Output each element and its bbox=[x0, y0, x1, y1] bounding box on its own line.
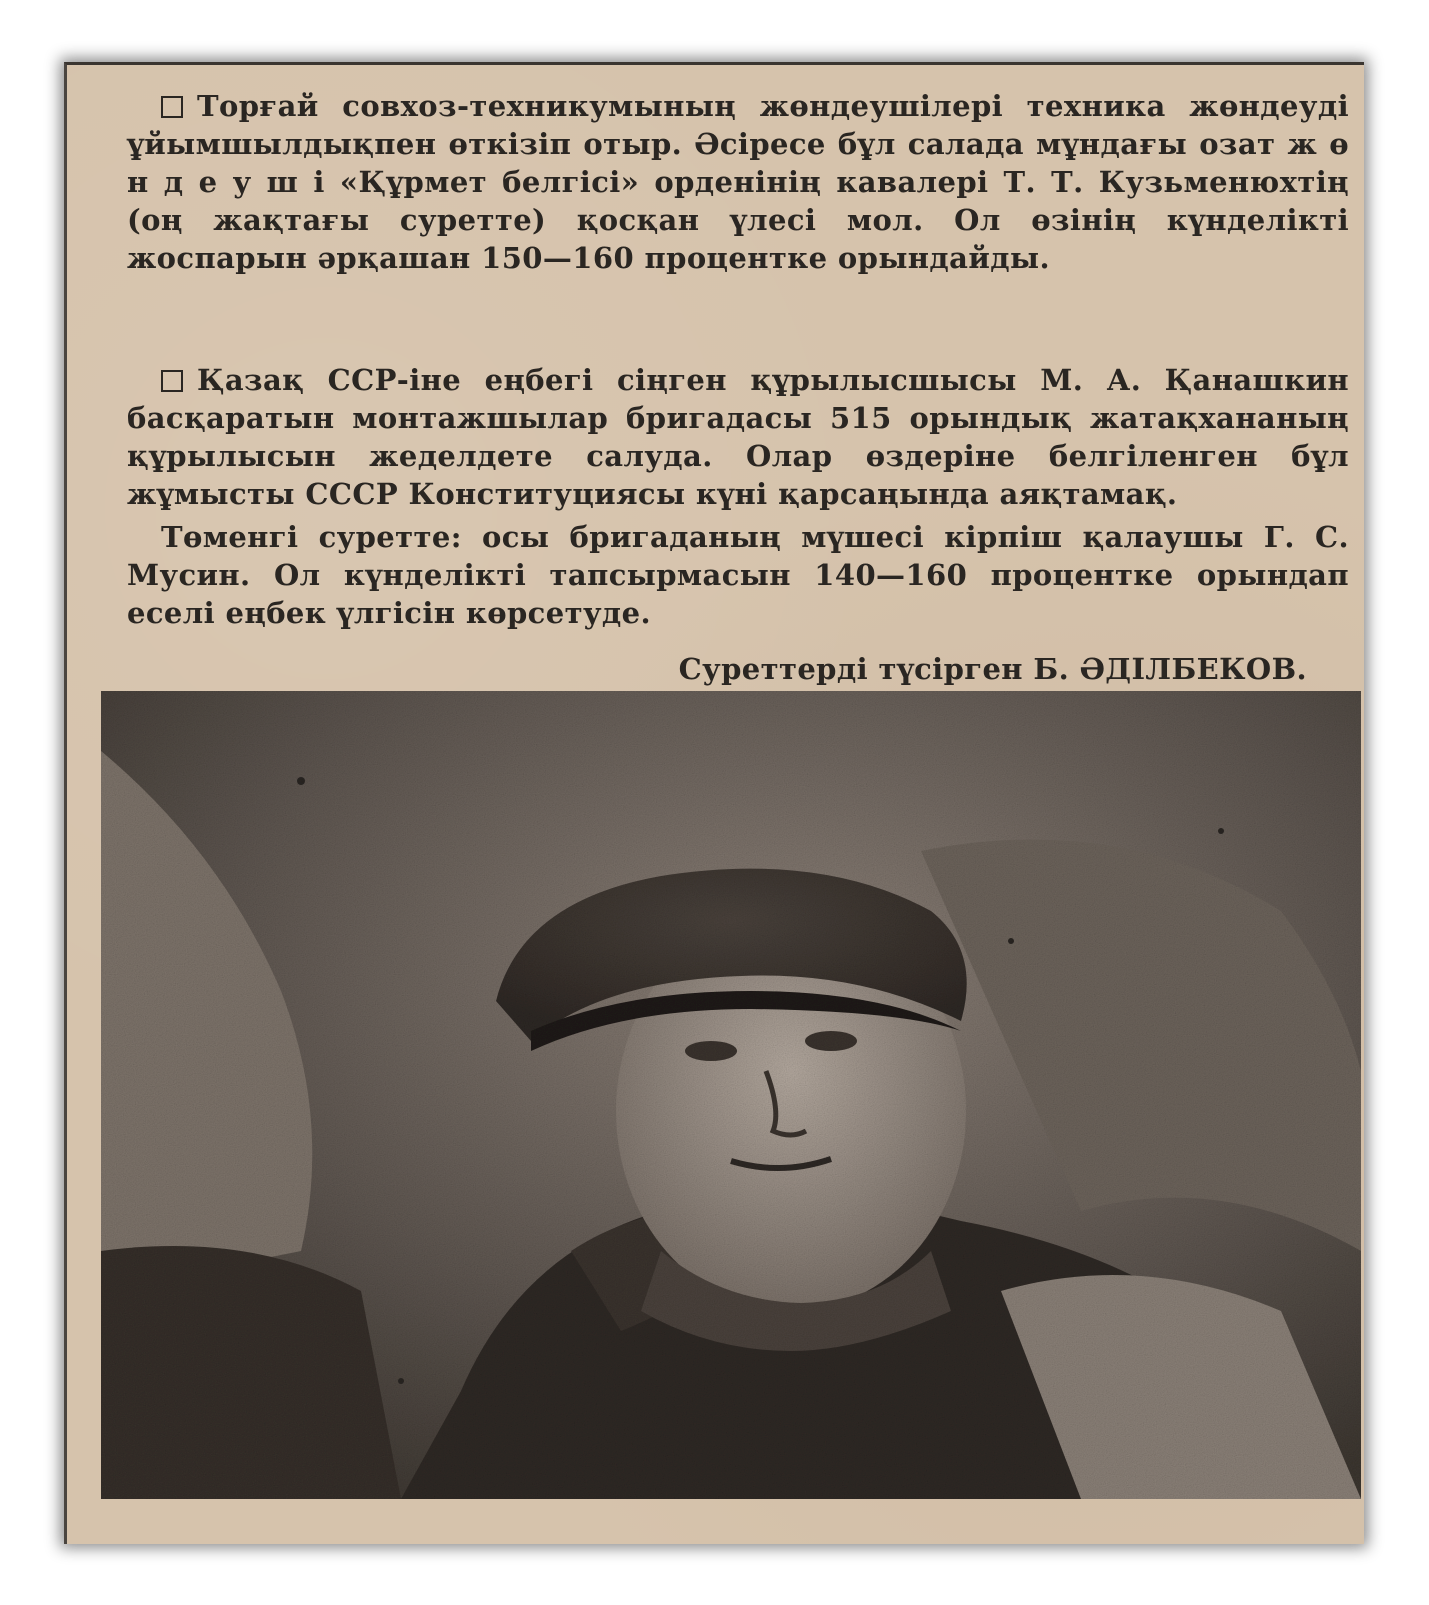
square-bullet-icon bbox=[161, 370, 183, 392]
article-paragraph-1-block bbox=[127, 87, 1349, 277]
article-paragraph-1-text: Торғай совхоз-техникумының жөндеушілері техника жөндеуді ұйымшылдықпен өткізіп отыр. Әсіресе бұл салада мұндағы озат ж ө н д е у ш і «Құрмет белгісі» орденінің кавалері Т. Т. Кузьменюхтің (оң жақтағы суретте) қосқан үлесі мол. Ол өзінің күнделікті жоспарын әрқашан 150—160 процентке орындайды. bbox=[127, 89, 1349, 275]
article-paragraph-3: Төменгі суретте: осы бригаданың мүшесі кірпіш қалаушы Г. С. Мусин. Ол күнделікті тапсырмасын 140—160 процентке орындап еселі еңбек үлгісін көрсетуде. bbox=[127, 520, 1349, 630]
article-paragraph-1 bbox=[127, 87, 1349, 277]
square-bullet-icon bbox=[161, 96, 183, 118]
article-paragraph-2-block bbox=[127, 361, 1349, 513]
photo-credit: Суреттерді түсірген Б. ӘДІЛБЕКОВ. bbox=[678, 652, 1307, 686]
photo-bricklayer-portrait bbox=[101, 691, 1361, 1499]
article-paragraph-2 bbox=[127, 361, 1349, 513]
article-paragraph-2-text: Қазақ ССР-іне еңбегі сіңген құрылысшысы М. А. Қанашкин басқаратын монтажшылар бригадасы 515 орындық жатақхананың құрылысын жеделдете салуда. Олар өздеріне белгіленген бұл жұмысты СССР Конституциясы күні қарсаңында аяқтамақ. bbox=[127, 363, 1349, 511]
article-paragraph-3-block bbox=[127, 518, 1349, 632]
newspaper-clipping bbox=[64, 62, 1364, 1544]
